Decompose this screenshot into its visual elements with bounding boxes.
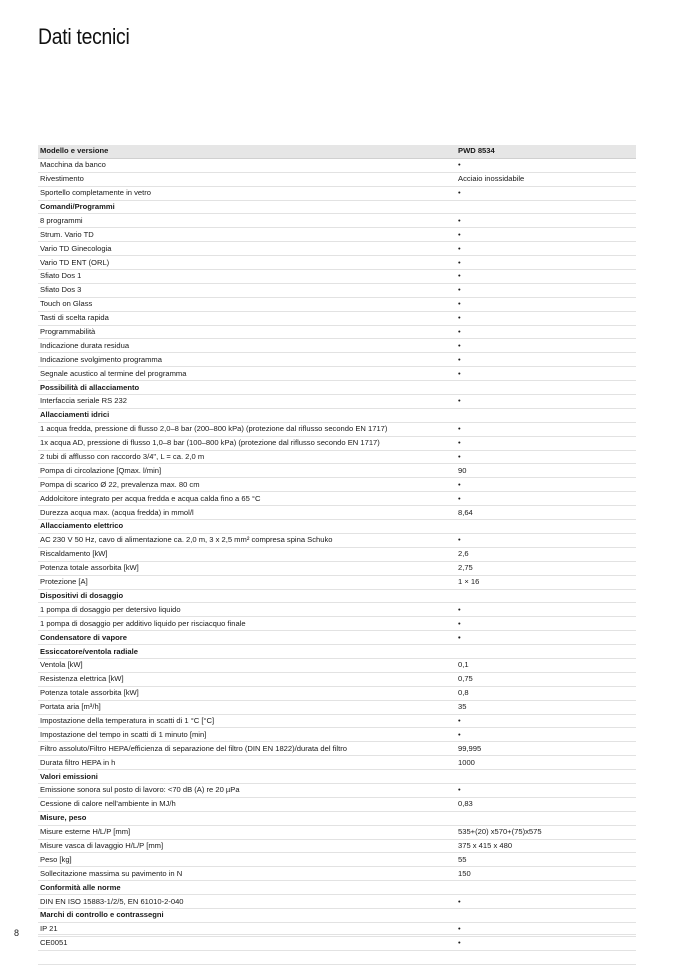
- spec-label: 1 pompa di dosaggio per detersivo liquido: [38, 603, 456, 617]
- spec-label: Sfiato Dos 3: [38, 283, 456, 297]
- spec-value: 0,8: [456, 686, 636, 700]
- spec-value: [456, 811, 636, 825]
- spec-value: 0,75: [456, 672, 636, 686]
- spec-label: Tasti di scelta rapida: [38, 311, 456, 325]
- spec-table-body: [38, 145, 636, 964]
- spec-value: •: [456, 339, 636, 353]
- spec-label: Macchina da banco: [38, 158, 456, 172]
- table-row: [38, 825, 636, 839]
- spec-value: 535+(20) x570+(75)x575: [456, 825, 636, 839]
- spec-value: •: [456, 325, 636, 339]
- table-row: [38, 242, 636, 256]
- spec-value: •: [456, 353, 636, 367]
- spec-label: 1 acqua fredda, pressione di flusso 2,0–8 bar (200–800 kPa) (protezione dal riflusso secondo EN 1717): [38, 422, 456, 436]
- section-title: Conformità alle norme: [38, 881, 456, 895]
- spec-label: Vario TD Ginecologia: [38, 242, 456, 256]
- table-row: [38, 853, 636, 867]
- spec-value: •: [456, 478, 636, 492]
- spec-label: Filtro assoluto/Filtro HEPA/efficienza di separazione del filtro (DIN EN 1822)/durata del filtro: [38, 742, 456, 756]
- spec-value: 2,75: [456, 561, 636, 575]
- spec-label: Addolcitore integrato per acqua fredda e acqua calda fino a 65 °C: [38, 492, 456, 506]
- table-row: [38, 270, 636, 284]
- table-row: [38, 867, 636, 881]
- header-label: Modello e versione: [38, 145, 456, 158]
- spec-label: Misure esterne H/L/P [mm]: [38, 825, 456, 839]
- spec-label: Cessione di calore nell'ambiente in MJ/h: [38, 797, 456, 811]
- spec-value: [456, 589, 636, 603]
- table-row: [38, 436, 636, 450]
- section-row: [38, 645, 636, 659]
- spec-value: •: [456, 617, 636, 631]
- section-row: [38, 520, 636, 534]
- spec-value: [456, 520, 636, 534]
- spec-label: Sfiato Dos 1: [38, 270, 456, 284]
- spec-value: •: [456, 283, 636, 297]
- table-row: [38, 714, 636, 728]
- table-header-row: [38, 145, 636, 158]
- spec-label: Peso [kg]: [38, 853, 456, 867]
- table-row: [38, 728, 636, 742]
- table-row: [38, 172, 636, 186]
- spec-value: 1 × 16: [456, 575, 636, 589]
- spec-value: [456, 770, 636, 784]
- table-row: [38, 228, 636, 242]
- spec-value: •: [456, 256, 636, 270]
- spec-value: 8,64: [456, 506, 636, 520]
- table-row: [38, 158, 636, 172]
- spec-value: •: [456, 436, 636, 450]
- spec-label: Interfaccia seriale RS 232: [38, 395, 456, 409]
- spec-value: •: [456, 922, 636, 936]
- spec-label: Durezza acqua max. (acqua fredda) in mmol/l: [38, 506, 456, 520]
- spec-value: [456, 881, 636, 895]
- section-title: Comandi/Programmi: [38, 200, 456, 214]
- spec-value: •: [456, 228, 636, 242]
- spec-label: Ventola [kW]: [38, 658, 456, 672]
- spec-label: 8 programmi: [38, 214, 456, 228]
- spec-value: •: [456, 422, 636, 436]
- spec-label: Durata filtro HEPA in h: [38, 756, 456, 770]
- table-row: [38, 464, 636, 478]
- spec-value: •: [456, 492, 636, 506]
- section-title: Valori emissioni: [38, 770, 456, 784]
- table-row: [38, 895, 636, 909]
- section-row: [38, 200, 636, 214]
- spec-label: Rivestimento: [38, 172, 456, 186]
- spec-value: [456, 408, 636, 422]
- table-row: [38, 450, 636, 464]
- table-row: [38, 325, 636, 339]
- spec-value: 1000: [456, 756, 636, 770]
- section-row: [38, 811, 636, 825]
- spec-label: Potenza totale assorbita [kW]: [38, 561, 456, 575]
- section-title: Allacciamenti idrici: [38, 408, 456, 422]
- table-row: [38, 214, 636, 228]
- spec-label: Programmabilità: [38, 325, 456, 339]
- table-row: [38, 658, 636, 672]
- spec-value: •: [456, 631, 636, 645]
- spec-label: Vario TD ENT (ORL): [38, 256, 456, 270]
- spec-value: •: [456, 450, 636, 464]
- spec-value: [456, 381, 636, 395]
- table-row: [38, 395, 636, 409]
- section-title: Condensatore di vapore: [38, 631, 456, 645]
- spec-label: 1x acqua AD, pressione di flusso 1,0–8 bar (100–800 kPa) (protezione dal riflusso secondo EN 1717): [38, 436, 456, 450]
- table-row: [38, 547, 636, 561]
- spec-value: •: [456, 242, 636, 256]
- spec-label: AC 230 V 50 Hz, cavo di alimentazione ca. 2,0 m, 3 x 2,5 mm² compresa spina Schuko: [38, 533, 456, 547]
- spec-label: Impostazione della temperatura in scatti di 1 °C [°C]: [38, 714, 456, 728]
- spec-label: Portata aria [m³/h]: [38, 700, 456, 714]
- spec-label: Potenza totale assorbita [kW]: [38, 686, 456, 700]
- spec-label: Pompa di scarico Ø 22, prevalenza max. 80 cm: [38, 478, 456, 492]
- section-title: Essiccatore/ventola radiale: [38, 645, 456, 659]
- spec-value: •: [456, 297, 636, 311]
- table-row: [38, 367, 636, 381]
- spec-label: 2 tubi di afflusso con raccordo 3/4", L = ca. 2,0 m: [38, 450, 456, 464]
- table-row: [38, 936, 636, 950]
- table-row: [38, 339, 636, 353]
- spec-value: 375 x 415 x 480: [456, 839, 636, 853]
- spec-value: 150: [456, 867, 636, 881]
- spec-value: •: [456, 158, 636, 172]
- spec-label: Strum. Vario TD: [38, 228, 456, 242]
- spec-label: Protezione [A]: [38, 575, 456, 589]
- table-row: [38, 478, 636, 492]
- table-row: [38, 353, 636, 367]
- table-row: [38, 617, 636, 631]
- spec-value: •: [456, 395, 636, 409]
- spec-value: •: [456, 533, 636, 547]
- section-row: [38, 408, 636, 422]
- spec-value: [456, 908, 636, 922]
- spec-value: •: [456, 311, 636, 325]
- spec-label: Resistenza elettrica [kW]: [38, 672, 456, 686]
- spec-label: DIN EN ISO 15883-1/2/5, EN 61010-2-040: [38, 895, 456, 909]
- table-row: [38, 700, 636, 714]
- page-number: 8: [14, 928, 20, 938]
- table-row: [38, 797, 636, 811]
- table-row: [38, 756, 636, 770]
- spec-label: Touch on Glass: [38, 297, 456, 311]
- table-row: [38, 603, 636, 617]
- spec-value: •: [456, 603, 636, 617]
- spec-value: 0,1: [456, 658, 636, 672]
- section-title: Misure, peso: [38, 811, 456, 825]
- spec-label: Emissione sonora sul posto di lavoro: <70 dB (A) re 20 µPa: [38, 783, 456, 797]
- spec-label: Sollecitazione massima su pavimento in N: [38, 867, 456, 881]
- table-row: [38, 672, 636, 686]
- spec-value: •: [456, 367, 636, 381]
- section-title: Marchi di controllo e contrassegni: [38, 908, 456, 922]
- spec-label: Riscaldamento [kW]: [38, 547, 456, 561]
- spec-value: 55: [456, 853, 636, 867]
- table-row: [38, 742, 636, 756]
- table-row: [38, 686, 636, 700]
- spec-value: •: [456, 728, 636, 742]
- section-row: [38, 881, 636, 895]
- section-title: Possibilità di allacciamento: [38, 381, 456, 395]
- spec-value: Acciaio inossidabile: [456, 172, 636, 186]
- spec-value: •: [456, 895, 636, 909]
- table-row: [38, 492, 636, 506]
- spec-label: Misure vasca di lavaggio H/L/P [mm]: [38, 839, 456, 853]
- spec-value: 99,995: [456, 742, 636, 756]
- spec-value: 0,83: [456, 797, 636, 811]
- spec-value: •: [456, 214, 636, 228]
- spec-value: 35: [456, 700, 636, 714]
- spec-label: Pompa di circolazione [Qmax. l/min]: [38, 464, 456, 478]
- spec-value: [456, 200, 636, 214]
- table-row: [38, 186, 636, 200]
- spacer-row: [38, 950, 636, 964]
- spec-value: 90: [456, 464, 636, 478]
- section-row: [38, 381, 636, 395]
- spec-value: •: [456, 270, 636, 284]
- table-row: [38, 422, 636, 436]
- table-row: [38, 311, 636, 325]
- spec-value: •: [456, 714, 636, 728]
- page-title: Dati tecnici: [38, 24, 130, 49]
- spec-table: [38, 145, 636, 965]
- table-row: [38, 561, 636, 575]
- section-row: [38, 770, 636, 784]
- section-title: Dispositivi di dosaggio: [38, 589, 456, 603]
- section-row: [38, 589, 636, 603]
- spec-label: Sportello completamente in vetro: [38, 186, 456, 200]
- table-row: [38, 283, 636, 297]
- spec-label: Indicazione durata residua: [38, 339, 456, 353]
- table-row: [38, 783, 636, 797]
- spec-value: 2,6: [456, 547, 636, 561]
- spec-value: •: [456, 186, 636, 200]
- spec-label: Impostazione del tempo in scatti di 1 minuto [min]: [38, 728, 456, 742]
- section-row: [38, 631, 636, 645]
- spec-label: IP 21: [38, 922, 456, 936]
- spec-label: [38, 950, 456, 964]
- table-row: [38, 256, 636, 270]
- spec-label: Indicazione svolgimento programma: [38, 353, 456, 367]
- table-row: [38, 533, 636, 547]
- spec-value: [456, 950, 636, 964]
- section-title: Allacciamento elettrico: [38, 520, 456, 534]
- table-row: [38, 575, 636, 589]
- footer-divider: [38, 934, 636, 935]
- spec-label: Segnale acustico al termine del programma: [38, 367, 456, 381]
- table-row: [38, 297, 636, 311]
- section-row: [38, 908, 636, 922]
- spec-label: 1 pompa di dosaggio per additivo liquido per risciacquo finale: [38, 617, 456, 631]
- table-row: [38, 839, 636, 853]
- spec-value: •: [456, 936, 636, 950]
- table-row: [38, 506, 636, 520]
- spec-value: [456, 645, 636, 659]
- header-value: PWD 8534: [456, 145, 636, 158]
- spec-value: •: [456, 783, 636, 797]
- spec-label: CE0051: [38, 936, 456, 950]
